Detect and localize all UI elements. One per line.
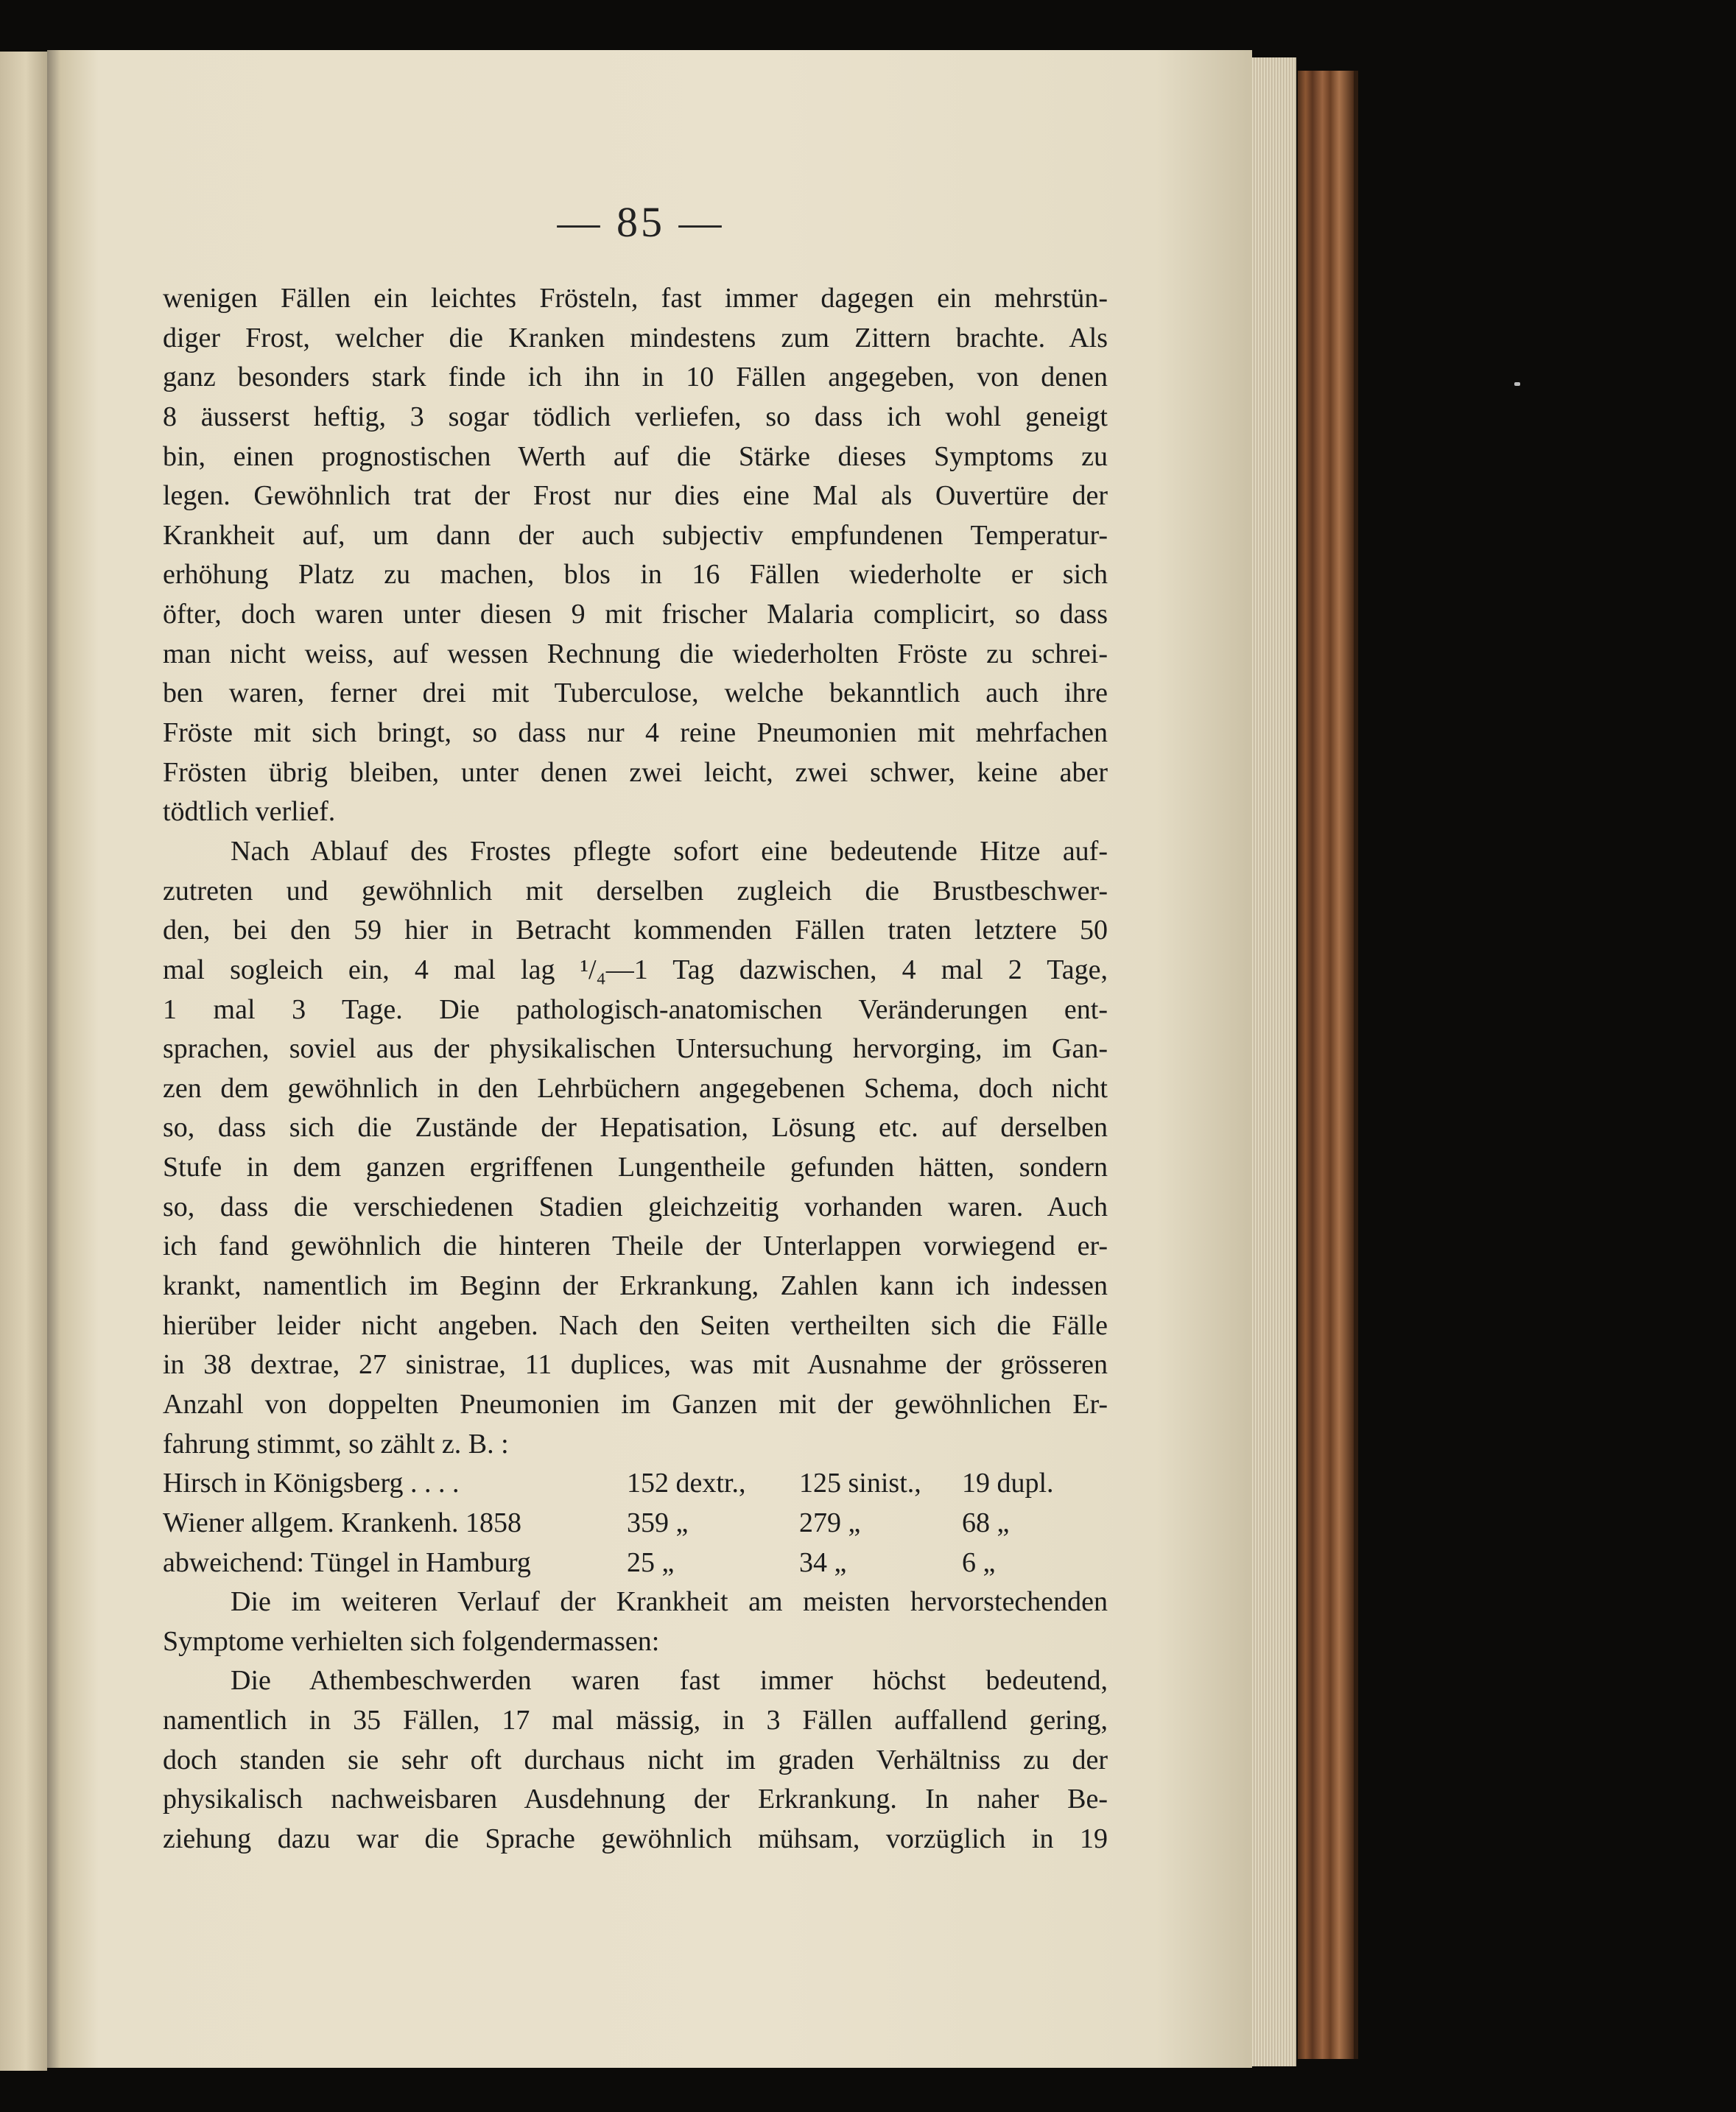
text-line: man nicht weiss, auf wessen Rechnung die wiederholten Fröste zu schrei- bbox=[163, 638, 1108, 669]
text-line: ich fand gewöhnlich die hinteren Theile der Unterlappen vorwiegend er- bbox=[163, 1231, 1108, 1262]
text-line: öfter, doch waren unter diesen 9 mit frischer Malaria complicirt, so dass bbox=[163, 599, 1108, 630]
table-cell: Wiener allgem. Krankenh. 1858 bbox=[163, 1507, 522, 1538]
book-spine bbox=[1298, 71, 1354, 2059]
text-line: sprachen, soviel aus der physikalischen Untersuchung hervorging, im Gan- bbox=[163, 1033, 1108, 1065]
text-line: Fröste mit sich bringt, so dass nur 4 reine Pneumonien mit mehrfachen bbox=[163, 717, 1108, 749]
table-cell: 359 „ bbox=[627, 1507, 689, 1538]
text-line: namentlich in 35 Fällen, 17 mal mässig, in 3 Fällen auffallend gering, bbox=[163, 1705, 1108, 1736]
text-line: Krankheit auf, um dann der auch subjectiv empfundenen Temperatur- bbox=[163, 519, 1108, 551]
table-cell: 125 sinist., bbox=[799, 1468, 921, 1499]
text-line: erhöhung Platz zu machen, blos in 16 Fällen wiederholte er sich bbox=[163, 559, 1108, 591]
text-line: den, bei den 59 hier in Betracht kommenden Fällen traten letztere 50 bbox=[163, 915, 1108, 946]
facing-page-edge bbox=[0, 52, 47, 2071]
text-line: 1 mal 3 Tage. Die pathologisch-anatomischen Veränderungen ent- bbox=[163, 993, 1108, 1025]
text-line: Stufe in dem ganzen ergriffenen Lungentheile gefunden hätten, sondern bbox=[163, 1152, 1108, 1183]
text-line: Anzahl von doppelten Pneumonien im Ganzen mit der gewöhnlichen Er- bbox=[163, 1388, 1108, 1420]
statistics-table bbox=[163, 1464, 1108, 1583]
table-cell: Hirsch in Königsberg . . . . bbox=[163, 1468, 460, 1499]
text-line: ziehung dazu war die Sprache gewöhnlich mühsam, vorzüglich in 19 bbox=[163, 1823, 1108, 1854]
page-stack-edges bbox=[1252, 57, 1296, 2066]
table-row bbox=[163, 1504, 1108, 1543]
paragraph-start-line: Die im weiteren Verlauf der Krankheit am meisten hervorstechenden bbox=[231, 1586, 1108, 1618]
text-line: zen dem gewöhnlich in den Lehrbüchern angegebenen Schema, doch nicht bbox=[163, 1072, 1108, 1104]
text-line: fahrung stimmt, so zählt z. B. : bbox=[163, 1428, 509, 1460]
text-line: Frösten übrig bleiben, unter denen zwei leicht, zwei schwer, keine aber bbox=[163, 756, 1108, 788]
text-line: hierüber leider nicht angeben. Nach den Seiten vertheilten sich die Fälle bbox=[163, 1309, 1108, 1341]
text-line: ganz besonders stark finde ich ihn in 10 Fällen angegeben, von denen bbox=[163, 362, 1108, 393]
text-line: in 38 dextrae, 27 sinistrae, 11 duplices, was mit Ausnahme der grösseren bbox=[163, 1349, 1108, 1381]
text-line: legen. Gewöhnlich trat der Frost nur dies eine Mal als Ouvertüre der bbox=[163, 480, 1108, 512]
paragraph-start-line: Nach Ablauf des Frostes pflegte sofort eine bedeutende Hitze auf- bbox=[231, 835, 1108, 867]
text-line: so, dass die verschiedenen Stadien gleichzeitig vorhanden waren. Auch bbox=[163, 1191, 1108, 1222]
text-line: diger Frost, welcher die Kranken mindestens zum Zittern brachte. Als bbox=[163, 322, 1108, 353]
table-cell: 68 „ bbox=[962, 1507, 1010, 1538]
text-line: ben waren, ferner drei mit Tuberculose, welche bekanntlich auch ihre bbox=[163, 677, 1108, 709]
table-cell: 25 „ bbox=[627, 1546, 675, 1578]
table-cell: abweichend: Tüngel in Hamburg bbox=[163, 1546, 531, 1578]
paragraph-start-line: Die Athembeschwerden waren fast immer höchst bedeutend, bbox=[231, 1665, 1108, 1697]
text-line: 8 äusserst heftig, 3 sogar tödlich verliefen, so dass ich wohl geneigt bbox=[163, 401, 1108, 432]
text-line: tödtlich verlief. bbox=[163, 796, 336, 828]
table-cell: 279 „ bbox=[799, 1507, 861, 1538]
table-cell: 34 „ bbox=[799, 1546, 847, 1578]
dust-speck bbox=[1514, 382, 1520, 386]
table-row bbox=[163, 1543, 1108, 1583]
text-line: so, dass sich die Zustände der Hepatisation, Lösung etc. auf derselben bbox=[163, 1112, 1108, 1144]
page-number: — 85 — bbox=[557, 198, 725, 246]
text-line: wenigen Fällen ein leichtes Frösteln, fast immer dagegen ein mehrstün- bbox=[163, 283, 1108, 314]
text-line: krankt, namentlich im Beginn der Erkrankung, Zahlen kann ich indessen bbox=[163, 1270, 1108, 1302]
table-row bbox=[163, 1464, 1108, 1504]
text-line: zutreten und gewöhnlich mit derselben zugleich die Brustbeschwer- bbox=[163, 875, 1108, 907]
text-line: doch standen sie sehr oft durchaus nicht im graden Verhältniss zu der bbox=[163, 1744, 1108, 1775]
body-text bbox=[163, 279, 1108, 1859]
spine-edge bbox=[1354, 71, 1358, 2059]
text-line: Symptome verhielten sich folgendermassen: bbox=[163, 1625, 660, 1657]
text-line: physikalisch nachweisbaren Ausdehnung der Erkrankung. In naher Be- bbox=[163, 1784, 1108, 1815]
table-cell: 6 „ bbox=[962, 1546, 996, 1578]
table-cell: 19 dupl. bbox=[962, 1468, 1054, 1499]
table-cell: 152 dextr., bbox=[627, 1468, 746, 1499]
text-line: mal sogleich ein, 4 mal lag ¹/₄—1 Tag dazwischen, 4 mal 2 Tage, bbox=[163, 954, 1108, 985]
text-line: bin, einen prognostischen Werth auf die Stärke dieses Symptoms zu bbox=[163, 440, 1108, 472]
